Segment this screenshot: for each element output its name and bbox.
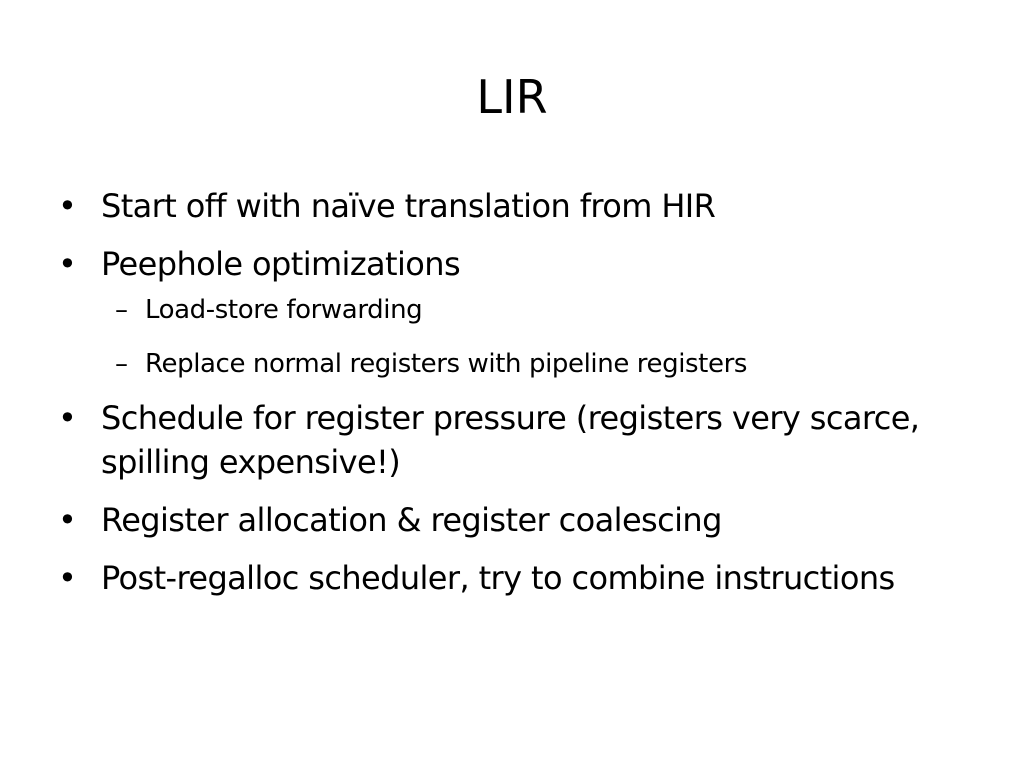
bullet-text: Register allocation & register coalescing: [101, 501, 722, 539]
bullet-text: Schedule for register pressure (registers very scarce, spilling expensive!): [101, 399, 920, 481]
sub-bullet-text: Load-store forwarding: [145, 295, 423, 325]
bullet-item: [58, 184, 958, 228]
sub-bullet-text: Replace normal registers with pipeline registers: [145, 349, 748, 379]
sub-bullet-list: [58, 292, 958, 382]
bullet-text: Post-regalloc scheduler, try to combine instructions: [101, 559, 895, 597]
bullet-text: Peephole optimizations: [101, 245, 461, 283]
dash-marker: –: [115, 349, 128, 379]
bullet-marker: •: [58, 559, 77, 597]
slide-title: LIR: [476, 70, 548, 124]
bullet-marker: •: [58, 501, 77, 539]
sub-bullet-item: [58, 292, 958, 328]
bullet-item: [58, 498, 958, 542]
bullet-list: [58, 184, 958, 614]
bullet-marker: •: [58, 187, 77, 225]
sub-bullet-item: [58, 346, 958, 382]
bullet-marker: •: [58, 245, 77, 283]
dash-marker: –: [115, 295, 128, 325]
bullet-item: [58, 396, 958, 484]
bullet-marker: •: [58, 399, 77, 437]
bullet-text: Start off with naïve translation from HIR: [101, 187, 716, 225]
bullet-item: [58, 242, 958, 382]
bullet-item: [58, 556, 958, 600]
